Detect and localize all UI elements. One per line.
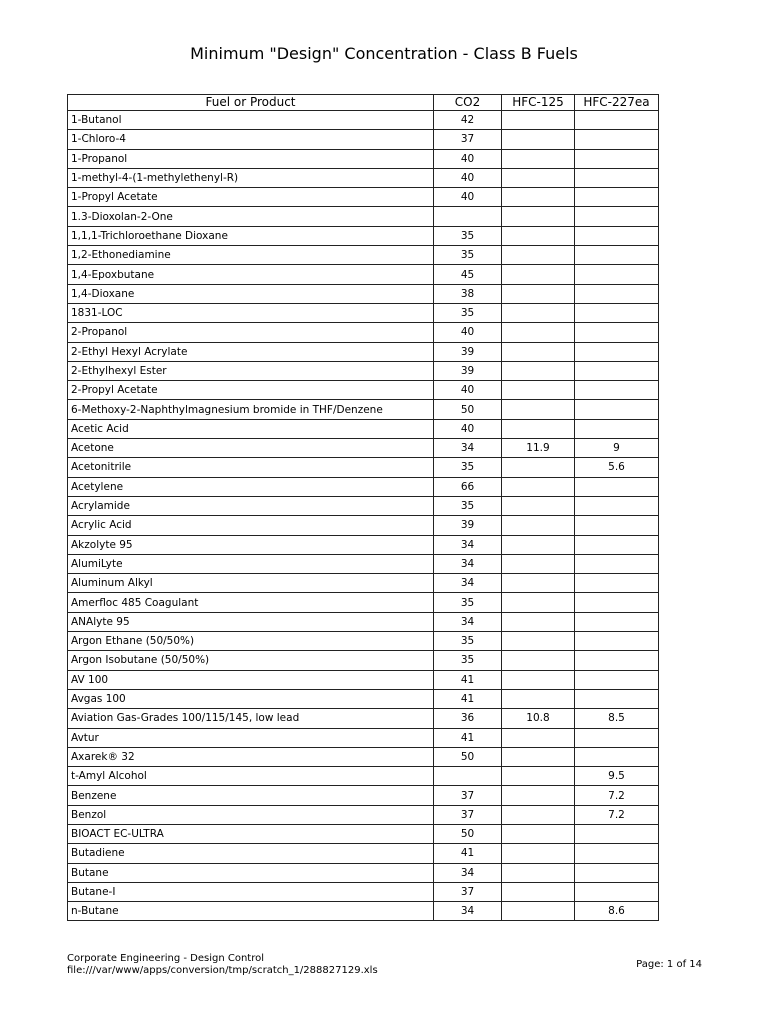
footer-file-path: file:///var/www/apps/conversion/tmp/scratch_1/288827129.xls — [67, 965, 378, 976]
table-row — [68, 747, 659, 766]
hfc-227ea-cell — [575, 149, 659, 168]
co2-cell: 35 — [434, 593, 502, 612]
table-row — [68, 902, 659, 921]
co2-cell: 39 — [434, 342, 502, 361]
co2-cell: 40 — [434, 149, 502, 168]
fuel-cell: 1.3-Dioxolan-2-One — [68, 207, 434, 226]
hfc-227ea-cell — [575, 863, 659, 882]
co2-cell: 36 — [434, 709, 502, 728]
hfc-125-cell — [502, 458, 575, 477]
co2-cell: 50 — [434, 824, 502, 843]
hfc-125-cell — [502, 381, 575, 400]
table-row — [68, 689, 659, 708]
hfc-125-cell — [502, 863, 575, 882]
co2-cell: 41 — [434, 670, 502, 689]
hfc-227ea-cell — [575, 516, 659, 535]
fuel-cell: 2-Ethyl Hexyl Acrylate — [68, 342, 434, 361]
fuel-cell: n-Butane — [68, 902, 434, 921]
table-row — [68, 130, 659, 149]
co2-cell: 41 — [434, 689, 502, 708]
table-row — [68, 670, 659, 689]
fuel-cell: 2-Ethylhexyl Ester — [68, 361, 434, 380]
hfc-125-cell — [502, 207, 575, 226]
hfc-125-cell — [502, 342, 575, 361]
co2-cell: 35 — [434, 226, 502, 245]
footer-left — [67, 953, 378, 977]
hfc-227ea-cell — [575, 381, 659, 400]
hfc-227ea-cell — [575, 651, 659, 670]
table-row — [68, 419, 659, 438]
co2-cell: 50 — [434, 747, 502, 766]
hfc-125-cell — [502, 882, 575, 901]
table-row — [68, 168, 659, 187]
co2-cell: 42 — [434, 111, 502, 130]
hfc-227ea-cell — [575, 689, 659, 708]
hfc-125-cell — [502, 496, 575, 515]
table-row — [68, 361, 659, 380]
table-row — [68, 188, 659, 207]
hfc-125-cell — [502, 361, 575, 380]
hfc-125-cell — [502, 767, 575, 786]
table-row — [68, 265, 659, 284]
co2-cell: 39 — [434, 516, 502, 535]
fuel-cell: Benzol — [68, 805, 434, 824]
fuel-cell: Acrylamide — [68, 496, 434, 515]
co2-cell: 40 — [434, 419, 502, 438]
hfc-227ea-cell — [575, 323, 659, 342]
hfc-227ea-cell — [575, 535, 659, 554]
table-header-row — [68, 95, 659, 111]
fuel-cell: Avgas 100 — [68, 689, 434, 708]
hfc-227ea-cell — [575, 400, 659, 419]
co2-cell: 41 — [434, 728, 502, 747]
hfc-227ea-cell — [575, 728, 659, 747]
hfc-125-cell — [502, 477, 575, 496]
hfc-227ea-cell — [575, 303, 659, 322]
hfc-125-cell — [502, 554, 575, 573]
hfc-227ea-cell — [575, 207, 659, 226]
table-row — [68, 516, 659, 535]
table-row — [68, 863, 659, 882]
table-row — [68, 882, 659, 901]
co2-cell: 40 — [434, 381, 502, 400]
hfc-125-cell — [502, 574, 575, 593]
fuel-cell: Argon Ethane (50/50%) — [68, 632, 434, 651]
hfc-125-cell — [502, 651, 575, 670]
hfc-227ea-cell — [575, 593, 659, 612]
co2-cell: 66 — [434, 477, 502, 496]
hfc-125-cell — [502, 844, 575, 863]
hfc-227ea-cell: 8.5 — [575, 709, 659, 728]
hfc-227ea-cell — [575, 284, 659, 303]
fuel-cell: 1-Chloro-4 — [68, 130, 434, 149]
fuel-cell: Argon Isobutane (50/50%) — [68, 651, 434, 670]
hfc-227ea-cell — [575, 419, 659, 438]
fuel-cell: Butadiene — [68, 844, 434, 863]
co2-cell: 35 — [434, 632, 502, 651]
table-row — [68, 593, 659, 612]
fuel-cell: Butane-I — [68, 882, 434, 901]
fuel-cell: t-Amyl Alcohol — [68, 767, 434, 786]
hfc-125-cell — [502, 593, 575, 612]
co2-cell: 34 — [434, 535, 502, 554]
hfc-125-cell — [502, 419, 575, 438]
fuel-cell: AV 100 — [68, 670, 434, 689]
hfc-227ea-cell — [575, 477, 659, 496]
hfc-227ea-cell — [575, 130, 659, 149]
fuel-cell: Avtur — [68, 728, 434, 747]
fuel-cell: 2-Propyl Acetate — [68, 381, 434, 400]
hfc-125-cell — [502, 111, 575, 130]
hfc-125-cell — [502, 786, 575, 805]
table-row — [68, 728, 659, 747]
hfc-125-cell — [502, 728, 575, 747]
hfc-125-cell — [502, 824, 575, 843]
table-row — [68, 632, 659, 651]
table-row — [68, 439, 659, 458]
hfc-125-cell — [502, 168, 575, 187]
hfc-227ea-cell — [575, 265, 659, 284]
fuel-cell: BIOACT EC-ULTRA — [68, 824, 434, 843]
hfc-227ea-cell — [575, 612, 659, 631]
table-row — [68, 574, 659, 593]
table-row — [68, 226, 659, 245]
fuel-cell: Akzolyte 95 — [68, 535, 434, 554]
header-hfc-125: HFC-125 — [502, 95, 575, 111]
hfc-227ea-cell — [575, 574, 659, 593]
table-row — [68, 554, 659, 573]
hfc-227ea-cell — [575, 747, 659, 766]
hfc-125-cell — [502, 535, 575, 554]
co2-cell: 35 — [434, 651, 502, 670]
fuel-cell: Amerfloc 485 Coagulant — [68, 593, 434, 612]
co2-cell: 34 — [434, 612, 502, 631]
hfc-227ea-cell — [575, 882, 659, 901]
hfc-125-cell — [502, 400, 575, 419]
table-row — [68, 786, 659, 805]
fuel-cell: 1831-LOC — [68, 303, 434, 322]
hfc-125-cell — [502, 670, 575, 689]
hfc-227ea-cell: 7.2 — [575, 805, 659, 824]
table-row — [68, 111, 659, 130]
hfc-227ea-cell: 8.6 — [575, 902, 659, 921]
table-row — [68, 400, 659, 419]
fuel-cell: Acrylic Acid — [68, 516, 434, 535]
co2-cell: 50 — [434, 400, 502, 419]
co2-cell: 39 — [434, 361, 502, 380]
hfc-125-cell: 10.8 — [502, 709, 575, 728]
co2-cell: 35 — [434, 246, 502, 265]
hfc-125-cell — [502, 632, 575, 651]
table-row — [68, 805, 659, 824]
fuel-cell: Butane — [68, 863, 434, 882]
hfc-227ea-cell — [575, 670, 659, 689]
co2-cell: 35 — [434, 458, 502, 477]
co2-cell: 37 — [434, 786, 502, 805]
co2-cell: 40 — [434, 188, 502, 207]
fuel-cell: Aviation Gas-Grades 100/115/145, low lead — [68, 709, 434, 728]
hfc-227ea-cell — [575, 496, 659, 515]
table-row — [68, 303, 659, 322]
hfc-227ea-cell — [575, 168, 659, 187]
hfc-227ea-cell — [575, 632, 659, 651]
hfc-227ea-cell: 5.6 — [575, 458, 659, 477]
co2-cell: 37 — [434, 130, 502, 149]
hfc-125-cell — [502, 226, 575, 245]
table-row — [68, 284, 659, 303]
table-row — [68, 767, 659, 786]
hfc-125-cell — [502, 265, 575, 284]
fuel-cell: 1-Propyl Acetate — [68, 188, 434, 207]
fuel-cell: 2-Propanol — [68, 323, 434, 342]
table-row — [68, 458, 659, 477]
fuel-cell: 1,4-Dioxane — [68, 284, 434, 303]
table-row — [68, 381, 659, 400]
hfc-227ea-cell — [575, 246, 659, 265]
co2-cell: 40 — [434, 168, 502, 187]
footer-department: Corporate Engineering - Design Control — [67, 953, 264, 964]
hfc-125-cell — [502, 284, 575, 303]
hfc-125-cell: 11.9 — [502, 439, 575, 458]
co2-cell: 41 — [434, 844, 502, 863]
hfc-227ea-cell — [575, 188, 659, 207]
co2-cell: 35 — [434, 496, 502, 515]
co2-cell: 34 — [434, 439, 502, 458]
fuel-cell: ANAlyte 95 — [68, 612, 434, 631]
hfc-125-cell — [502, 747, 575, 766]
hfc-125-cell — [502, 612, 575, 631]
co2-cell: 34 — [434, 574, 502, 593]
co2-cell: 38 — [434, 284, 502, 303]
co2-cell — [434, 207, 502, 226]
table-row — [68, 612, 659, 631]
hfc-125-cell — [502, 516, 575, 535]
hfc-227ea-cell — [575, 361, 659, 380]
page-title: Minimum "Design" Concentration - Class B Fuels — [190, 44, 578, 63]
hfc-125-cell — [502, 805, 575, 824]
co2-cell: 40 — [434, 323, 502, 342]
co2-cell: 37 — [434, 882, 502, 901]
header-co2: CO2 — [434, 95, 502, 111]
hfc-125-cell — [502, 303, 575, 322]
fuel-cell: 1,2-Ethonediamine — [68, 246, 434, 265]
table-row — [68, 651, 659, 670]
table-body — [68, 111, 659, 921]
fuel-cell: 1-methyl-4-(1-methylethenyl-R) — [68, 168, 434, 187]
fuel-cell: Axarek® 32 — [68, 747, 434, 766]
hfc-125-cell — [502, 149, 575, 168]
fuel-cell: Acetone — [68, 439, 434, 458]
hfc-227ea-cell — [575, 342, 659, 361]
table-row — [68, 709, 659, 728]
fuel-cell: 1,4-Epoxbutane — [68, 265, 434, 284]
table-row — [68, 246, 659, 265]
fuel-cell: Acetic Acid — [68, 419, 434, 438]
hfc-227ea-cell — [575, 824, 659, 843]
co2-cell: 34 — [434, 902, 502, 921]
header-hfc-227ea: HFC-227ea — [575, 95, 659, 111]
hfc-125-cell — [502, 902, 575, 921]
hfc-125-cell — [502, 323, 575, 342]
table-row — [68, 844, 659, 863]
table-row — [68, 342, 659, 361]
table-row — [68, 477, 659, 496]
table-row — [68, 323, 659, 342]
fuel-cell: 6-Methoxy-2-Naphthylmagnesium bromide in THF/Denzene — [68, 400, 434, 419]
table-row — [68, 824, 659, 843]
fuel-cell: 1-Butanol — [68, 111, 434, 130]
fuel-cell: AlumiLyte — [68, 554, 434, 573]
hfc-227ea-cell — [575, 554, 659, 573]
table-row — [68, 207, 659, 226]
fuel-cell: Aluminum Alkyl — [68, 574, 434, 593]
fuel-cell: Acetylene — [68, 477, 434, 496]
co2-cell: 34 — [434, 863, 502, 882]
hfc-227ea-cell: 9.5 — [575, 767, 659, 786]
hfc-227ea-cell — [575, 844, 659, 863]
co2-cell: 35 — [434, 303, 502, 322]
hfc-125-cell — [502, 130, 575, 149]
table-row — [68, 149, 659, 168]
table-row — [68, 535, 659, 554]
co2-cell — [434, 767, 502, 786]
co2-cell: 34 — [434, 554, 502, 573]
fuel-cell: Acetonitrile — [68, 458, 434, 477]
hfc-125-cell — [502, 188, 575, 207]
co2-cell: 37 — [434, 805, 502, 824]
hfc-125-cell — [502, 246, 575, 265]
hfc-227ea-cell: 9 — [575, 439, 659, 458]
table-row — [68, 496, 659, 515]
fuel-concentration-table — [67, 94, 659, 921]
co2-cell: 45 — [434, 265, 502, 284]
hfc-125-cell — [502, 689, 575, 708]
hfc-227ea-cell: 7.2 — [575, 786, 659, 805]
fuel-cell: 1-Propanol — [68, 149, 434, 168]
header-fuel-or-product: Fuel or Product — [68, 95, 434, 111]
fuel-cell: Benzene — [68, 786, 434, 805]
fuel-cell: 1,1,1-Trichloroethane Dioxane — [68, 226, 434, 245]
hfc-227ea-cell — [575, 226, 659, 245]
page-number: Page: 1 of 14 — [636, 959, 702, 970]
hfc-227ea-cell — [575, 111, 659, 130]
